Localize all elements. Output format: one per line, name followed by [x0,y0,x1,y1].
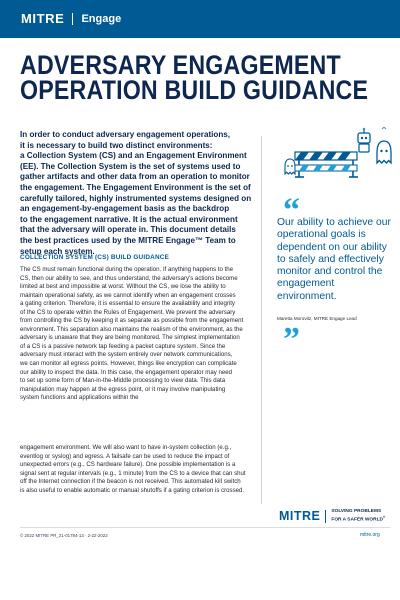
intro-line: that the adversary will operate in. This document details [20,225,236,235]
footer-logo-divider [325,510,326,523]
barrier [295,152,358,177]
top-banner [0,0,400,38]
body-line: of a CS is a passive network tap feeding a packet capture system. Since the [20,342,226,350]
body-line: off the Internet connection if the beacon is not received. This automated kill switch [20,478,241,486]
body-paragraph-1 [20,266,270,403]
body-line: system functions and applications within the [20,394,139,402]
body-line: a gating criterion. Therefore, it is essential to ensure the availability and integrity [20,300,235,308]
body-line: signal sent at regular intervals (e.g., 1 minute) from the CS to a device that can shut [20,469,246,477]
body-line: of the CS to operate within the Rules of Engagement. We prevent the adversary [20,308,236,316]
body-line: eventlog or syslog) and egress. A failsafe can be used to reduce the impact of [20,452,230,460]
intro-line: an engagement-by-engagement basis as the backdrop [20,204,230,214]
intro-line: (EE). The Collection System is the set of systems used to [20,161,241,171]
body-line: we can monitor all egress points. However, things like encryption can complicate [20,360,237,368]
body-line: environment. This separation also maintains the realism of the environment, as the [20,325,243,333]
brand-logo [21,11,121,26]
section-heading: COLLECTION SYSTEM (CS) BUILD GUIDANCE [20,254,170,261]
footer-url-link[interactable]: mitre.org [360,532,380,538]
body-line: manipulation may happen at the egress point, or it may involve manipulating [20,385,226,393]
intro-line: the best practices used by the MITRE Engage™ Team to [20,235,236,245]
body-line: to set up some form of Man-in-the-Middle processing to view data. This data [20,377,226,385]
body-paragraph-2 [20,444,270,495]
intro-line: it is necessary to build two distinct environments: [20,140,213,150]
tagline-line-2: FOR A SAFER WORLD® [331,514,386,523]
brand-divider [72,13,73,25]
body-line: limited at best and impossible at worst. Without the CS, we lose the ability to [20,283,226,291]
close-quote-mark-icon: ” [283,321,300,358]
intro-line: a Collection System (CS) and an Engagement Environment [20,151,247,161]
registered-mark: ® [383,514,386,519]
brand-mitre: MITRE [21,11,65,26]
footer-logo-wordmark: MITRE [279,509,321,523]
footer-copyright: © 2022 MITRE PR_21-01784-13 · 2-22-2022 [20,533,108,538]
body-line: adversary must interact with the system entirely over network communications, [20,351,233,359]
footer-divider [20,527,390,528]
ghost-figure-small [285,159,295,174]
body-line: is also useful to enable automatic or manual shutoffs if a gating criterion is crossed. [20,486,245,494]
body-line: CS, then our ability to see, and thus understand, the adversary's actions become [20,274,238,282]
intro-line: In order to conduct adversary engagement operations, [20,130,231,139]
body-line: maintain operational safety, as we cannot identify when an engagement crosses [20,291,236,299]
tagline-line-1: SOLVING PROBLEMS [331,509,382,515]
robot-figure [358,128,370,152]
mitre-footer-logo [279,509,385,523]
quote-attribution: Maretta Morovitz, MITRE Engage Lead [277,316,357,321]
footer-tagline [331,509,385,522]
intro-line: gather artifacts and other data from an operation to monitor [20,172,250,182]
intro-line: the engagement. The Engagement Environment is the set of [20,182,251,192]
body-line: engagement environment. We will also want to have in-system collection (e.g., [20,444,232,451]
intro-line: carefully tailored, highly instrumented systems designed on [20,193,252,203]
barrier-illustration [279,127,393,185]
title-line-2: OPERATION BUILD GUIDANCE [20,75,369,105]
body-line: The CS must remain functional during the operation. If anything happens to the [20,266,234,273]
body-line: unexpected errors (e.g., CS hardware failure). One possible implementation is a [20,461,236,469]
sidebar-divider [261,136,262,504]
title-line-1: ADVERSARY ENGAGEMENT [20,50,341,80]
pull-quote-text: Our ability to achieve our operational goals is dependent on our ability to safely and effectively monitor and control the engagement environment. [277,217,391,302]
ghost-figure [377,127,391,163]
intro-line: setup each system. [20,246,95,256]
body-line: our ability to inspect the data. In this case, the engagement operator may need [20,368,233,376]
body-line: adversary is unaware that they are being monitored. The simplest implementation [20,334,240,342]
intro-line: to the engagement narrative. It is the actual environment [20,214,238,224]
open-quote-mark-icon: “ [283,192,300,229]
body-line: from controlling the CS by keeping it as separate as possible from the engagement [20,317,244,325]
page-title [20,50,369,105]
intro-paragraph [20,130,270,257]
brand-engage: Engage [81,12,122,25]
